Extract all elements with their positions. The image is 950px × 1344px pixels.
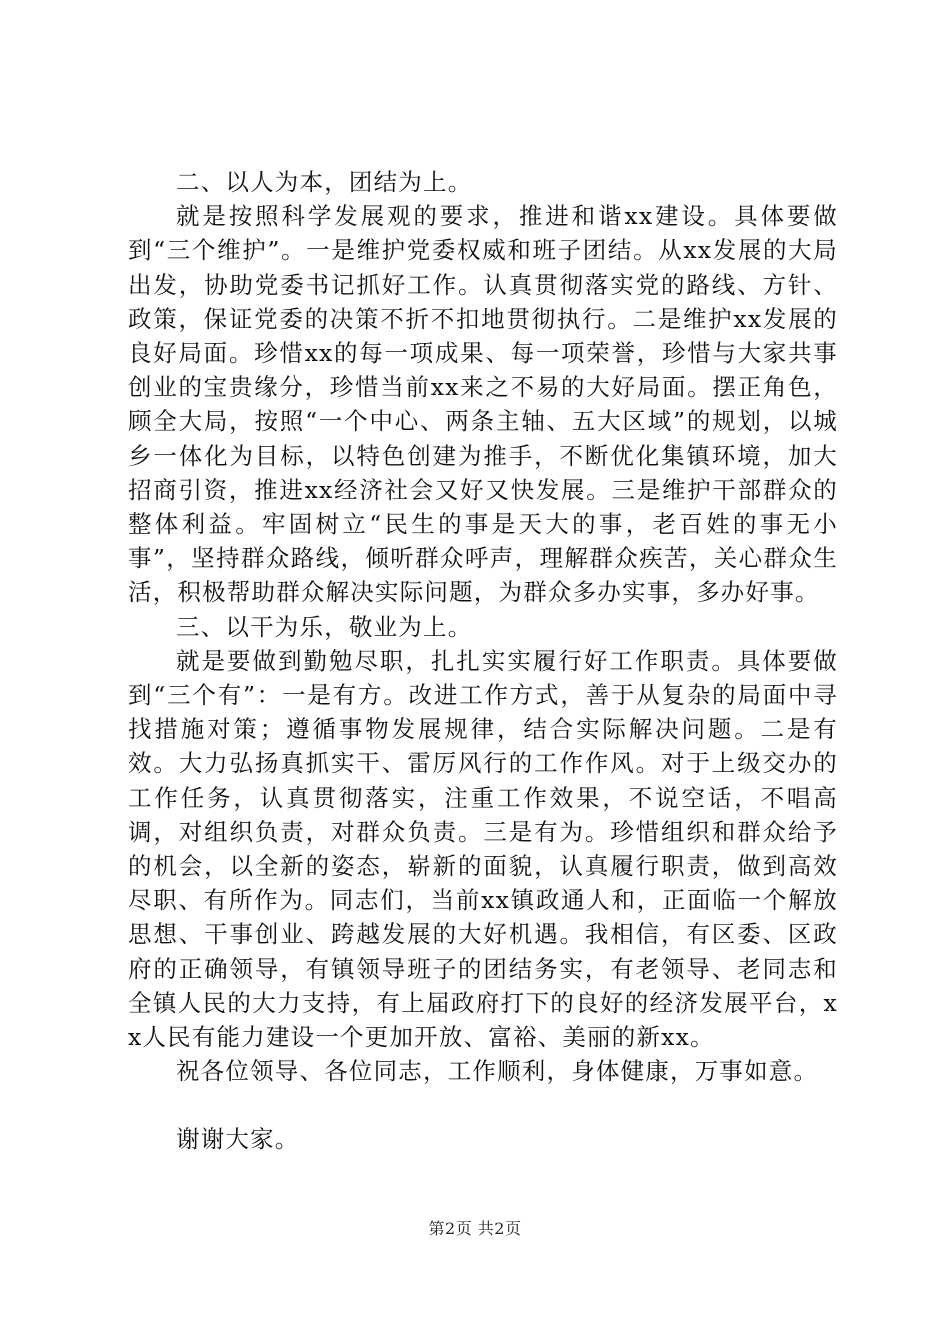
section-heading-2: 二、以人为本，团结为上。 [176,168,473,196]
page-number-footer: 第2页 共2页 [428,1219,522,1238]
section-heading-3: 三、以干为乐，敬业为上。 [176,612,473,641]
section-paragraph-3: 就是要做到勤勉尽职，扎扎实实履行好工作职责。具体要做到“三个有”：一是有方。改进工作方式，善于从复杂的局面中寻找措施对策；遵循事物发展规律，结合实际解决问题。二是有效。大力弘扬真抓实干、雷厉风行的工作作风。对于上级交办的工作任务，认真贯彻落实，注重工作效果，不说空话，不唱高调，对组织负责，对群众负责。三是有为。珍惜组织和群众给予的机会，以全新的姿态，崭新的面貌，认真履行职责，做到高效尽职、有所作为。同志们，当前xx镇政通人和，正面临一个解放思想、干事创业、跨越发展的大好机遇。我相信，有区委、区政府的正确领导，有镇领导班子的团结务实，有老领导、老同志和全镇人民的大力支持，有上届政府打下的良好的经济发展平台，xx人民有能力建设一个更加开放、富裕、美丽的新xx。 [128,646,838,1052]
closing-wishes: 祝各位领导、各位同志，工作顺利，身体健康，万事如意。 [176,1057,819,1086]
document-body [128,165,838,1157]
section-paragraph-2: 就是按照科学发展观的要求，推进和谐xx建设。具体要做到“三个维护”。一是维护党委权威和班子团结。从xx发展的大局出发，协助党委书记抓好工作。认真贯彻落实党的路线、方针、政策，保证党委的决策不折不扣地贯彻执行。二是维护xx发展的良好局面。珍惜xx的每一项成果、每一项荣誉，珍惜与大家共事创业的宝贵缘分，珍惜当前xx来之不易的大好局面。摆正角色，顾全大局，按照“一个中心、两条主轴、五大区域”的规划，以城乡一体化为目标，以特色创建为推手，不断优化集镇环境，加大招商引资，推进xx经济社会又好又快发展。三是维护干部群众的整体利益。牢固树立“民生的事是天大的事，老百姓的事无小事”，坚持群众路线，倾听群众呼声，理解群众疾苦，关心群众生活，积极帮助群众解决实际问题，为群众多办实事，多办好事。 [128,202,838,607]
closing-thanks: 谢谢大家。 [176,1125,300,1154]
